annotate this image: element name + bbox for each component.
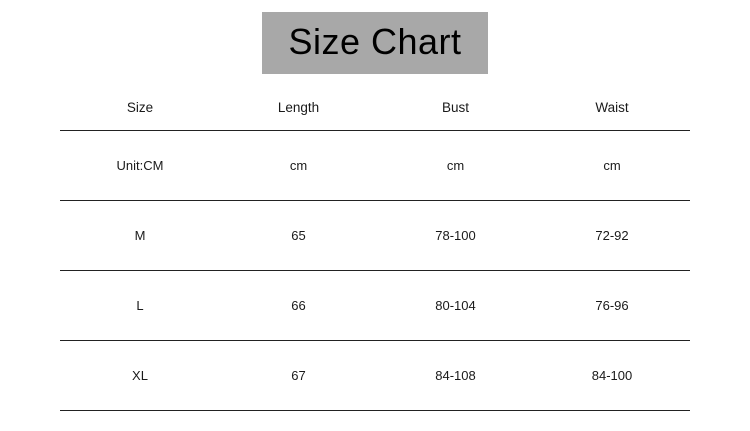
table-row (60, 341, 690, 411)
table-body (60, 131, 690, 411)
cell-bust: 84-108 (435, 368, 476, 383)
cell-waist: 76-96 (595, 298, 629, 313)
cell-size: M (134, 228, 146, 243)
cell-bust: 80-104 (435, 298, 476, 313)
table-row (60, 201, 690, 271)
cell-bust: 78-100 (435, 228, 476, 243)
title-container (0, 12, 750, 74)
cell-length: 67 (291, 368, 306, 383)
column-header-waist: Waist (595, 99, 629, 115)
table-header (60, 84, 690, 131)
cell-bust: cm (446, 158, 465, 173)
cell-size: L (136, 298, 144, 313)
cell-length: 66 (291, 298, 306, 313)
cell-waist: 72-92 (595, 228, 629, 243)
cell-length: 65 (291, 228, 306, 243)
cell-length: cm (289, 158, 308, 173)
column-header-size: Size (126, 99, 154, 115)
column-header-length: Length (277, 99, 320, 115)
cell-size: Unit:CM (116, 158, 164, 173)
cell-size: XL (132, 368, 148, 383)
table-row (60, 271, 690, 341)
page-title: Size Chart (262, 12, 487, 74)
column-header-bust: Bust (441, 99, 469, 115)
table-row (60, 131, 690, 201)
size-chart-table (60, 84, 690, 411)
table-header-row (60, 84, 690, 131)
cell-waist: 84-100 (591, 368, 633, 383)
cell-waist: cm (603, 158, 621, 173)
